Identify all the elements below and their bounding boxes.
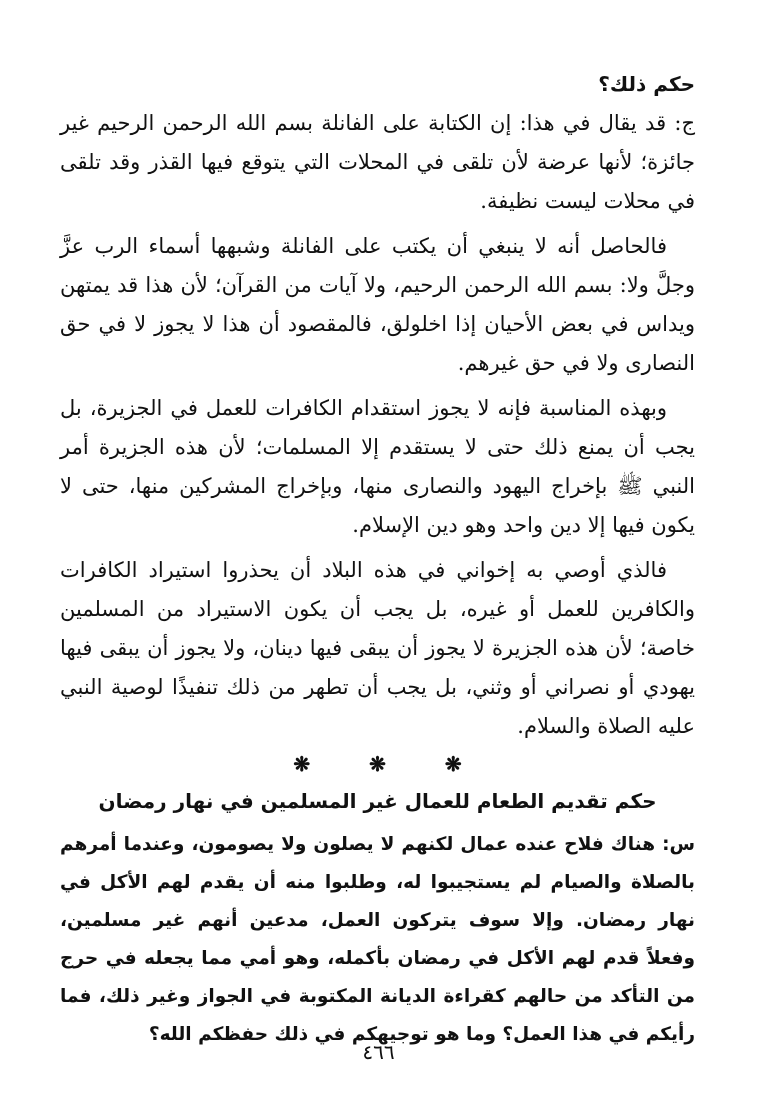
question-paragraph: س: هناك فلاح عنده عمال لكنهم لا يصلون ولا يصومون، وعندما أمرهم بالصلاة والصيام لم يستجيبوا له، وطلبوا منه أن يقدم لهم الأكل في نهار رمضان. وإلا سوف يتركون العمل، مدعين أنهم غير مسلمين، وفعلاً قدم لهم الأكل في رمضان بأكمله، وهو أمي مما يجعله في حرج من التأكد من حالهم كقراءة الديانة المكتوبة في الجواز وغير ذلك، فما رأيكم في هذا العمل؟ وما هو توجيهكم في ذلك حفظكم الله؟ <box>60 834 695 1045</box>
previous-question-ending: حكم ذلك؟ <box>598 72 695 96</box>
answer-paragraph-2: فالحاصل أنه لا ينبغي أن يكتب على الفانلة وشبهها أسماء الرب عزَّ وجلَّ ولا: بسم الله الرحمن الرحيم، ولا آيات من القرآن؛ لأن هذا قد يمتهن ويداس في بعض الأحيان إذا اخلولق، فالمقصود أن هذا لا يجوز لا في حق النصارى ولا في حق غيرهم. <box>60 234 695 375</box>
answer-paragraph-3: وبهذه المناسبة فإنه لا يجوز استقدام الكافرات للعمل في الجزيرة، بل يجب أن يمنع ذلك حتى لا يستقدم إلا المسلمات؛ لأن هذه الجزيرة أمر النبي ﷺ بإخراج اليهود والنصارى منها، وبإخراج المشركين منها، حتى لا يكون فيها إلا دين واحد وهو دين الإسلام. <box>60 396 695 537</box>
answer-paragraph-4: فالذي أوصي به إخواني في هذه البلاد أن يحذروا استيراد الكافرات والكافرين للعمل أو غيره، بل يجب أن يكون الاستيراد من المسلمين خاصة؛ لأن هذه الجزيرة لا يجوز أن يبقى فيها دينان، ولا يجوز أن يبقى فيها يهودي أو نصراني أو وثني، بل يجب أن تطهر من ذلك تنفيذًا لوصية النبي عليه الصلاة والسلام. <box>60 558 695 738</box>
separator-star-icon: ❋ <box>444 752 462 776</box>
page-number: ٤٦٦ <box>362 1040 395 1064</box>
section-title: حكم تقديم الطعام للعمال غير المسلمين في نهار رمضان <box>98 789 657 813</box>
answer-paragraph-1: ج: قد يقال في هذا: إن الكتابة على الفانلة بسم الله الرحمن الرحيم غير جائزة؛ لأنها عرضة لأن تلقى في المحلات التي يتوقع فيها القذر وقد تلقى في محلات ليست نظيفة. <box>60 111 695 213</box>
separator-star-icon: ❋ <box>293 752 311 776</box>
section-separator <box>60 752 695 776</box>
separator-star-icon: ❋ <box>369 752 386 776</box>
